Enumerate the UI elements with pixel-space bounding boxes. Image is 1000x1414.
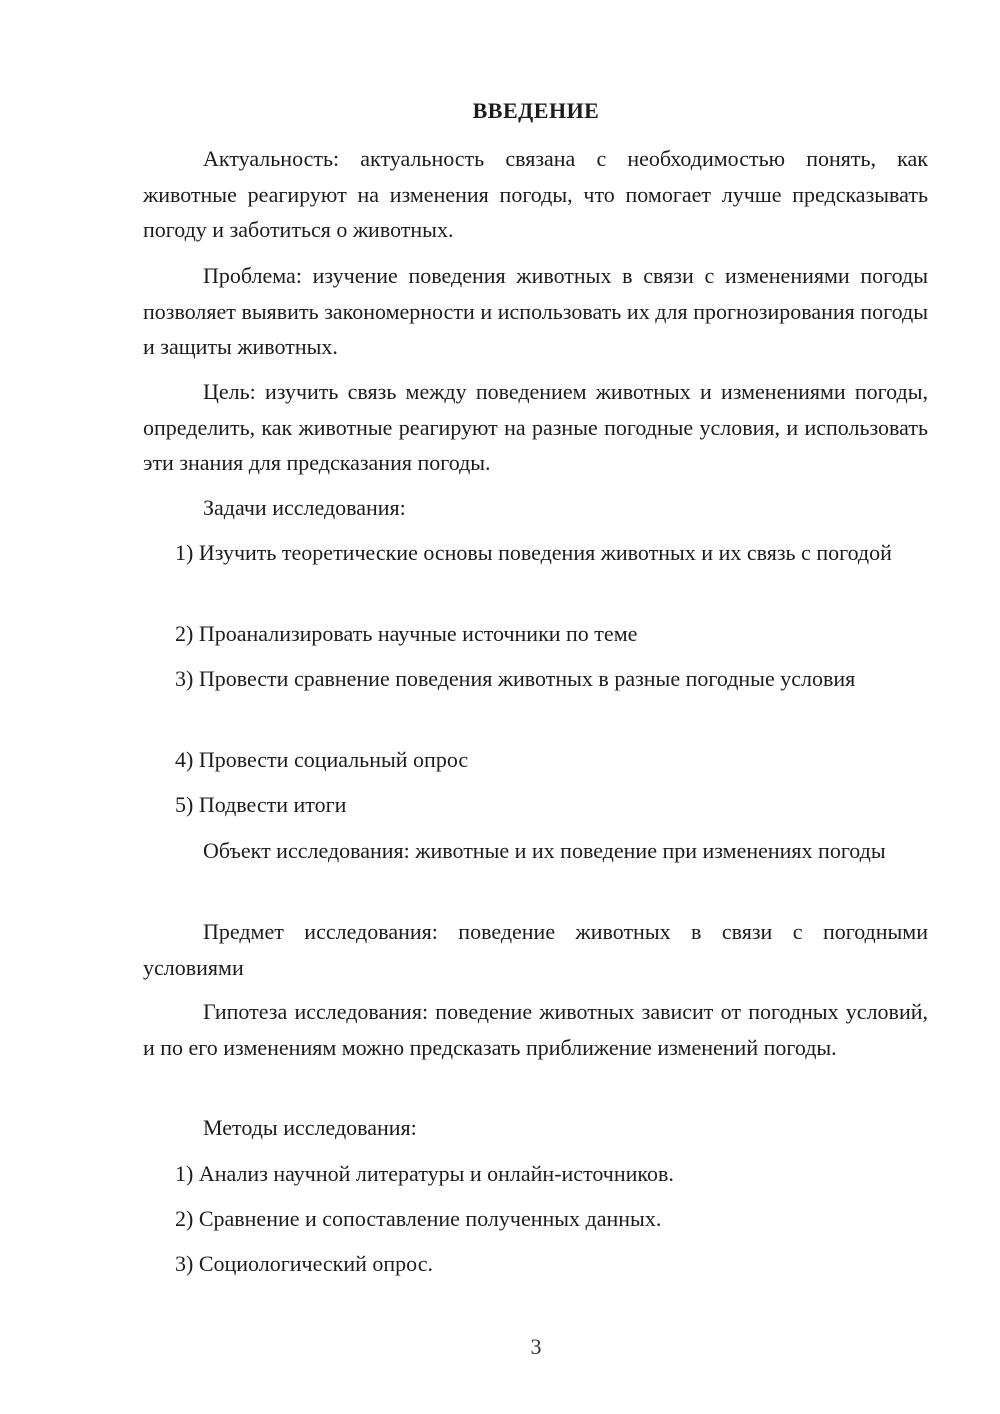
method-item-2: 2) Сравнение и сопоставление полученных данных. <box>175 1206 662 1231</box>
task-item-2: 2) Проанализировать научные источники по теме <box>175 621 638 646</box>
methods-heading: Методы исследования: <box>203 1115 417 1140</box>
paragraph-subject: Предмет исследования: поведение животных в связи с погодными условиями <box>143 919 928 980</box>
task-item-3: 3) Провести сравнение поведения животных в разные погодные условия <box>175 666 856 691</box>
paragraph-hypothesis: Гипотеза исследования: поведение животных зависит от погодных условий, и по его изменениям можно предсказать приближение изменений погоды. <box>143 999 928 1060</box>
tasks-heading: Задачи исследования: <box>203 495 406 520</box>
paragraph-object: Объект исследования: животные и их поведение при изменениях погоды <box>203 838 886 863</box>
page-title: ВВЕДЕНИЕ <box>472 98 600 123</box>
page-number: 3 <box>530 1334 542 1359</box>
paragraph-relevance: Актуальность: актуальность связана с необходимостью понять, как животные реагируют на изменения погоды, что помогает лучше предсказывать погоду и заботиться о животных. <box>143 146 928 242</box>
task-item-4: 4) Провести социальный опрос <box>175 747 469 772</box>
task-item-1: 1) Изучить теоретические основы поведения животных и их связь с погодой <box>175 540 892 565</box>
method-item-3: 3) Социологический опрос. <box>175 1251 433 1276</box>
paragraph-goal: Цель: изучить связь между поведением животных и изменениями погоды, определить, как животные реагируют на разные погодные условия, и использовать эти знания для предсказания погоды. <box>143 379 928 475</box>
paragraph-problem: Проблема: изучение поведения животных в связи с изменениями погоды позволяет выявить закономерности и использовать их для прогнозирования погоды и защиты животных. <box>143 263 928 359</box>
task-item-5: 5) Подвести итоги <box>175 792 347 817</box>
method-item-1: 1) Анализ научной литературы и онлайн-источников. <box>175 1161 674 1186</box>
